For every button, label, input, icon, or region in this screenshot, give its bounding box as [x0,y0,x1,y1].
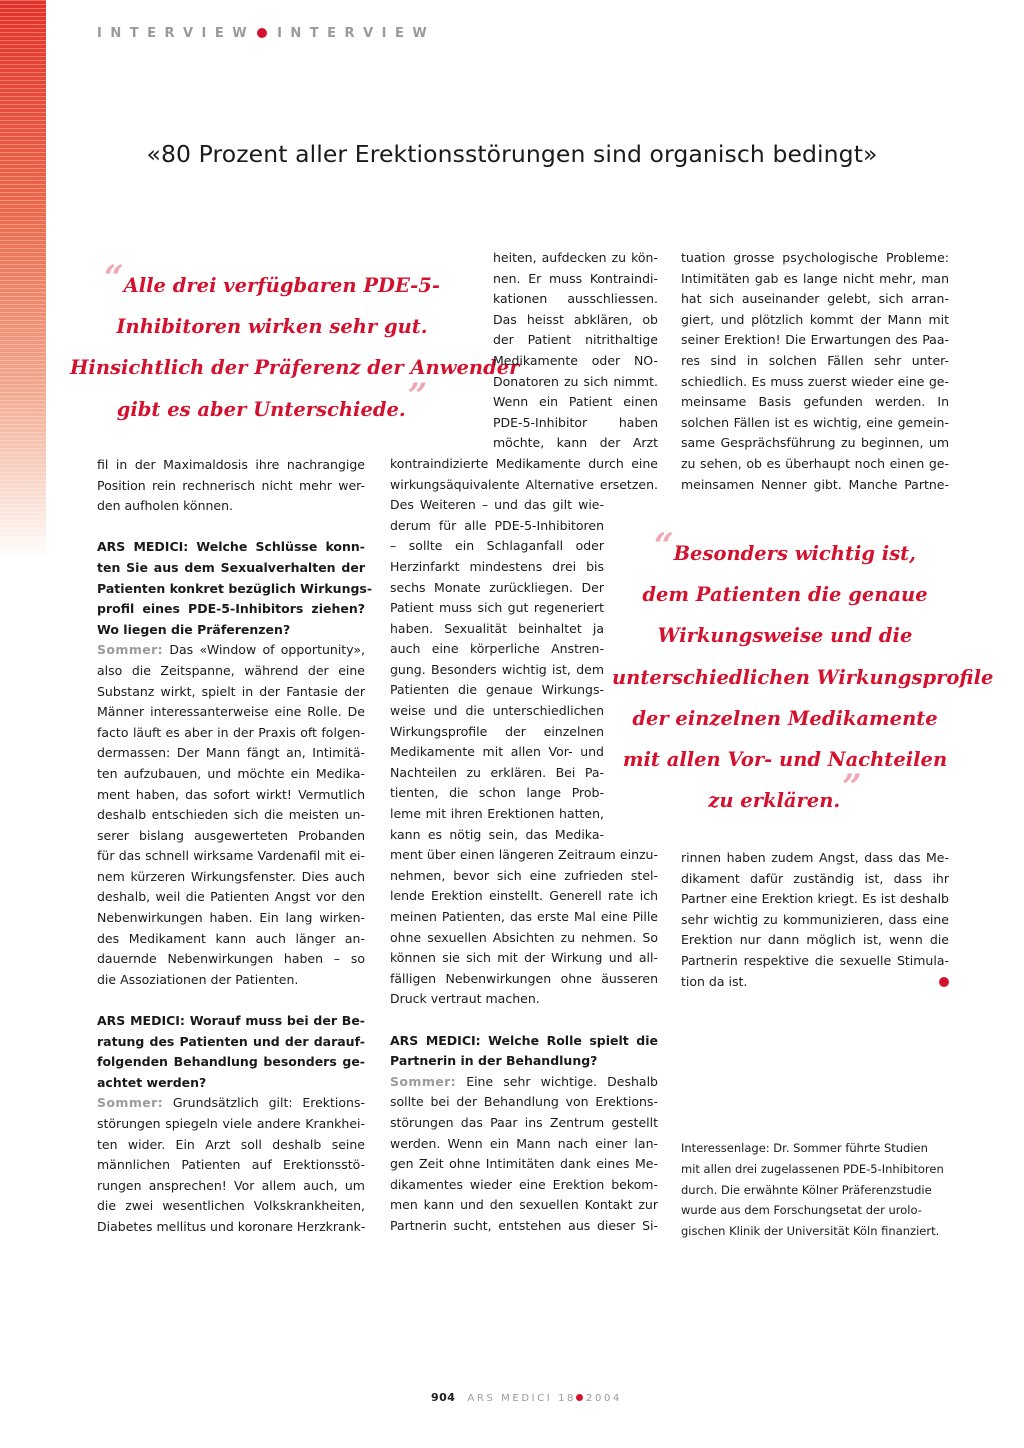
pull-quote-line: gibt es aber Unterschiede.” [116,375,428,421]
pull-quote-line: “Besonders wichtig ist, [654,526,916,566]
page-footer [431,1391,622,1404]
page-number: 904 [431,1391,456,1404]
interview-question: ARS MEDICI: Worauf muss bei der Be- ratung des Patienten und der darauf- folgenden Behandlung besonders ge- achtet werden? [97,1013,365,1090]
open-quote-icon: “ [104,258,124,298]
journal-year: 2004 [586,1393,622,1404]
paragraph: fil in der Maximaldosis ihre nachrangige Position rein rechnerisch nicht mehr wer- den aufholen können. [97,457,365,514]
paragraph: kontraindizierte Medikamente durch eine wirkungsäquivalente Alternative ersetzen. [390,455,658,492]
open-quote-icon: “ [654,526,674,566]
column-1 [97,455,373,1238]
interview-answer: Sommer: Das «Window of opportunity», also die Zeitspanne, während der eine Substanz wirkt, spielt in der Fantasie der Männer interessanterweise eine Rolle. De facto läuft es aber in der Praxis oft folgen- dermassen: Der Mann fängt an, Intimitä- ten aufzubauen, und möchte ein Medika- ment haben, das sofort wirkt! Vermutlich deshalb entschieden sich die meisten un- serer bislang ausgewerteten Probanden für das schnell wirksame Vardenafil mit ei- nem kürzeren Wirkungsfenster. Dies auch deshalb, weil die Patienten Angst vor den Nebenwirkungen haben. Ein lang wirken- des Medikament kann auch länger an- dauernde Nebenwirkungen haben – so die Assoziationen der Patienten. [97,642,365,987]
interview-question: ARS MEDICI: Welche Schlüsse konn- ten Sie aus dem Sexualverhalten der Patienten konkret bezüglich Wirkungs- profil eines PDE-5-Inhibitors ziehen? Wo liegen die Präferenzen? [97,539,373,637]
running-head-right: INTERVIEW [277,26,436,41]
article-title: «80 Prozent aller Erektionsstörungen sind organisch bedingt» [146,140,878,168]
column-3-bottom: rinnen haben zudem Angst, dass das Me- dikament dafür zuständig ist, dass ihr Partner eine Erektion kriegt. Es ist deshalb sehr wichtig zu kommunizieren, dass eine Erektion nur dann möglich ist, wenn die Partnerin respektive die sexuelle Stimula- tion da ist. [681,850,949,989]
running-head-left: INTERVIEW [97,26,256,41]
pull-quote-line: “Alle drei verfügbaren PDE-5- [104,258,440,298]
decorative-red-edge [0,0,46,560]
pull-quote-line: zu erklären.” [708,767,862,813]
pull-quote-line: Inhibitoren wirken sehr gut. [116,315,428,339]
column-3-top: tuation grosse psychologische Probleme: Intimitäten gab es lange nicht mehr, man hat sich auseinander gelebt, sich arran- giert, und plötzlich kommt der Mann mit seiner Erektion! Die Erwartungen des Paa- res sind in solchen Fällen sehr unter- schiedlich. Es muss zuerst wieder eine ge- meinsame Basis gefunden werden. In solchen Fällen ist es wichtig, eine gemein- same Gesprächsführung zu beginnen, um zu sehen, ob es überhaupt noch einen ge- meinsamen Nenner gibt. Manche Partne- [681,250,949,492]
pull-quote-line: unterschiedlichen Wirkungsprofile [612,665,994,689]
speaker-label: Sommer: [390,1073,457,1089]
speaker-label: Sommer: [97,642,164,658]
interview-answer: Sommer: Eine sehr wichtige. Deshalb sollte bei der Behandlung von Erektions- störungen das Paar ins Zentrum gestellt werden. Wenn ein Mann nach einer lan- gen Zeit ohne Intimitäten dank eines Me- dikamentes wieder eine Erektion bekom- men kann und den sexuellen Kontakt zur Partnerin sucht, entstehen aus dieser Si- [390,1073,658,1233]
journal-name: ARS MEDICI 18 [467,1393,577,1404]
speaker-label: Sommer: [97,1095,164,1111]
paragraph: heiten, aufdecken zu kön- nen. Er muss Kontraindi- kationen ausschliessen. Das heisst abklären, ob der Patient nitrithaltige Medikamente oder NO- Donatoren zu sich nimmt. Wenn ein Patient einen PDE-5-Inhibitor haben möchte, kann der Arzt [493,250,658,451]
pull-quote-line: dem Patienten die genaue [642,583,928,607]
pull-quote-line: Wirkungsweise und die [657,624,913,648]
paragraph: ment über einen längeren Zeitraum einzu- nehmen, bevor sich eine zufrieden stel- lende Erektion einstellt. Generell rate ich meinen Patienten, das erste Mal eine Pille ohne sexuellen Absichten zu nehmen. So können sie sich mit der Wirkung und all- fälligen Nebenwirkungen ohne äusseren Druck vertraut machen. [390,847,658,1007]
pull-quote-line: mit allen Vor- und Nachteilen [622,748,948,772]
end-of-article-icon [939,977,949,987]
pull-quote-line: der einzelnen Medikamente [632,706,938,730]
paragraph: Des Weiteren – und das gilt wie- derum für alle PDE-5-Inhibitoren – sollte ein Schlaganfall oder Herzinfarkt mindestens drei bis sechs Monate zurückliegen. Der Patient muss sich gut regeneriert haben. Sexualität beinhaltet ja auch eine körperliche Anstren- gung. Besonders wichtig ist, dem Patienten die genaue Wirkungs- weise und die unterschiedlichen Wirkungsprofile der einzelnen Medikamente mit allen Vor- und Nachteilen zu erklären. Bei Pa- tienten, die schon lange Prob- leme mit ihren Erektionen hatten, kann es nötig sein, das Medika- [390,497,604,842]
red-bullet-icon [257,28,267,38]
pull-quote-line: Hinsichtlich der Präferenz der Anwender [70,356,520,380]
interview-question: ARS MEDICI: Welche Rolle spielt die Partnerin in der Behandlung? [390,1032,658,1069]
running-head [97,26,435,41]
interview-answer: Sommer: Grundsätzlich gilt: Erektions- störungen spiegeln viele andere Krankhei- ten wider. Ein Arzt soll deshalb seine männlichen Patienten auf Erektionsstö- rungen ansprechen! Vor allem auch, um die zwei wesentlichen Volkskrankheiten, Diabetes mellitus und koronare Herzkrank- [97,1095,366,1234]
close-quote-icon: ” [407,375,428,416]
close-quote-icon: ” [842,767,862,808]
pull-quote-2 [612,526,994,821]
interest-disclosure-note: Interessenlage: Dr. Sommer führte Studien mit allen drei zugelassenen PDE-5-Inhibitoren durch. Die erwähnte Kölner Präferenzstudie wurde aus dem Forschungsetat der urolo- gischen Klinik der Universität Köln finanziert. [681,1141,944,1239]
red-bullet-icon [576,1394,583,1401]
